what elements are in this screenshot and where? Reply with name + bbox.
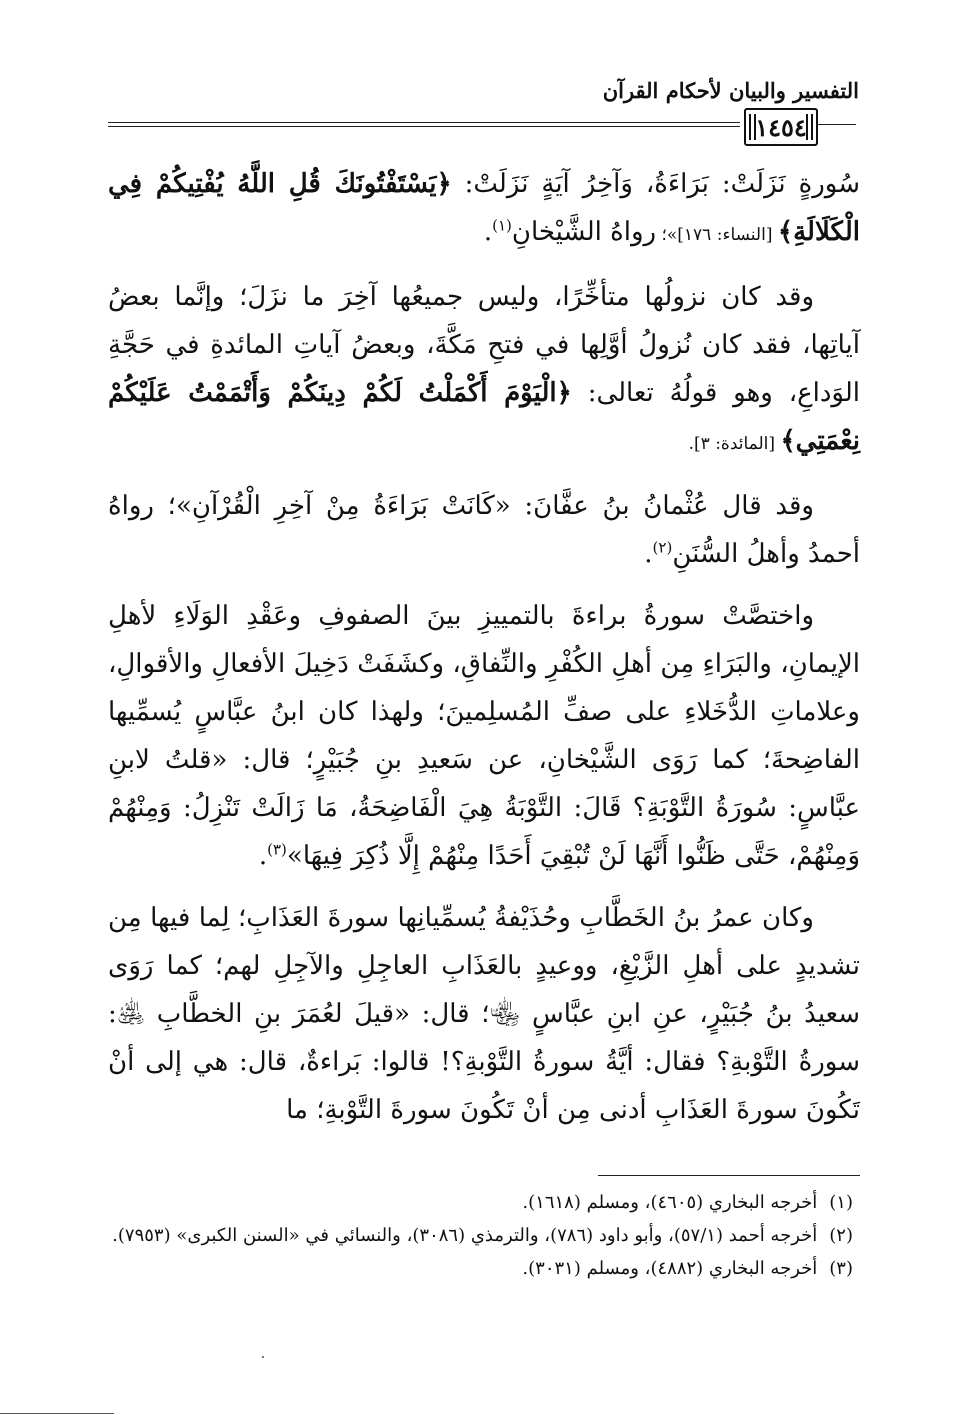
footnote-text: أخرجه أحمد (٥٧/١)، وأبو داود (٧٨٦)، والترمذي (٣٠٨٦)، والنسائي في «السنن الكبرى» (٧٩٥٣). bbox=[112, 1225, 818, 1246]
quran-verse: ﴿يَسْتَفْتُونَكَ قُلِ اللَّهُ يُفْتِيكُمْ فِي الْكَلَالَةِ﴾ bbox=[108, 169, 860, 247]
text-run: وقد كان نزولُها متأخِّرًا، وليس جميعُها آخِرَ ما نزَلَ؛ وإنَّما بعضُ آياتِها، فقد كان نُزولُ أوَّلِها في فتحِ مَكَّةَ، وبعضُ آياتِ المائدةِ في حَجَّةِ الوَداعِ، وهو قولُهُ تعالى: bbox=[108, 282, 860, 408]
header-rule bbox=[108, 126, 740, 127]
footnote-reference[interactable]: (٢) bbox=[652, 538, 673, 557]
footnote-3 bbox=[108, 1252, 853, 1285]
footnote-text: أخرجه البخاري (٤٨٨٢)، ومسلم (٣٠٣١). bbox=[522, 1258, 818, 1279]
footnote-text: أخرجه البخاري (٤٦٠٥)، ومسلم (١٦١٨). bbox=[522, 1192, 818, 1213]
running-title: التفسير والبيان لأحكام القرآن bbox=[602, 78, 859, 103]
verse-citation: [المائدة: ٣]. bbox=[688, 434, 781, 454]
text-run: . bbox=[644, 539, 653, 569]
paragraph-1 bbox=[108, 160, 860, 259]
text-run: وقد قال عُثْمانُ بنُ عفَّانَ: «كَانَتْ بَرَاءَةُ مِنْ آخِرِ الْقُرْآنِ»؛ رواهُ أحمدُ وأهلُ السُّنَنِ bbox=[108, 491, 860, 569]
verse-citation: [النساء: ١٧٦]»؛ bbox=[656, 225, 778, 245]
footnote-reference[interactable]: (٣) bbox=[267, 840, 287, 859]
text-run: سُورةٍ نَزَلَتْ: بَرَاءَةُ، وَآخِرُ آيَةٍ نَزَلَتْ: bbox=[451, 169, 860, 199]
scan-speck bbox=[262, 1356, 264, 1358]
text-run: . bbox=[258, 841, 268, 871]
text-run: واختصَّتْ سورةُ براءةَ بالتمييزِ بينَ الصفوفِ وعَقْدِ الوَلَاءِ لأهلِ الإيمانِ، والبَرَاءِ مِن أهلِ الكُفْرِ والنِّفاقِ، وكشَفَتْ دَخِيلَ الأفعالِ والأقوالِ، وعلاماتِ الدُّخَلاءِ على صفِّ المُسلِمينَ؛ ولهذا كان ابنُ عبَّاسٍ يُسمِّيها الفاضِحةَ؛ كما رَوَى الشَّيْخانِ، عن سَعيدِ بنِ جُبَيْرٍ؛ قال: «قلتُ لابنِ عبَّاسٍ: سُورَةُ التَّوْبَةِ؟ قَالَ: التَّوْبَةُ هِيَ الْفَاضِحَةُ، مَا زَالَتْ تَنْزِلُ: وَمِنْهُمْ وَمِنْهُمْ، حَتَّى ظَنُّوا أَنَّهَا لَنْ تُبْقِيَ أَحَدًا مِنْهُمْ إِلَّا ذُكِرَ فِيهَا» bbox=[108, 601, 860, 871]
footnote-number: (١) bbox=[829, 1192, 853, 1213]
header-rule bbox=[108, 122, 740, 123]
page-number bbox=[744, 108, 818, 146]
scan-edge-line bbox=[0, 1413, 114, 1414]
paragraph-2 bbox=[108, 273, 860, 468]
paragraph-5 bbox=[108, 894, 860, 1134]
quran-verse: ﴿الْيَوْمَ أَكْمَلْتُ لَكُمْ دِينَكُمْ وَأَتْمَمْتُ عَلَيْكُمْ نِعْمَتِي﴾ bbox=[108, 378, 860, 456]
main-text bbox=[108, 160, 860, 1148]
footnote-separator bbox=[598, 1175, 860, 1176]
header-rule bbox=[818, 124, 856, 125]
footnote-number: (٢) bbox=[829, 1225, 853, 1246]
footnote-1 bbox=[108, 1186, 853, 1219]
footnote-reference[interactable]: (١) bbox=[492, 216, 512, 235]
paragraph-4 bbox=[108, 592, 860, 880]
paragraph-3 bbox=[108, 482, 860, 578]
text-run: وكان عمرُ بنُ الخَطَّابِ وحُذَيْفةُ يُسمِّيانِها سورةَ العَذَابِ؛ لِما فيها مِن تشديدٍ على أهلِ الزَّيْغِ، ووعيدٍ بالعَذَابِ العاجِلِ والآجِلِ لهم؛ كما رَوَى سعيدُ بنُ جُبَيْرٍ، عنِ ابنِ عبَّاسٍ ﵄؛ قال: «قيلَ لعُمَرَ بنِ الخطَّابِ ﵁: سورةُ التَّوْبةِ؟ فقال: أيَّةُ سورةُ التَّوْبةِ؟! قالوا: بَراءةٌ، قال: هي إلى أنْ تَكُونَ سورةَ العَذَابِ أدنى مِن أنْ تَكُونَ سورةَ التَّوْبةِ؛ ما bbox=[108, 903, 860, 1125]
footnote-2 bbox=[108, 1219, 853, 1252]
footnote-number: (٣) bbox=[829, 1258, 853, 1279]
page-number-label: ١٤٥٤ bbox=[755, 112, 807, 142]
text-run: . bbox=[483, 217, 493, 247]
text-run: رواهُ الشَّيْخانِ bbox=[511, 217, 657, 247]
footnotes bbox=[108, 1186, 853, 1285]
